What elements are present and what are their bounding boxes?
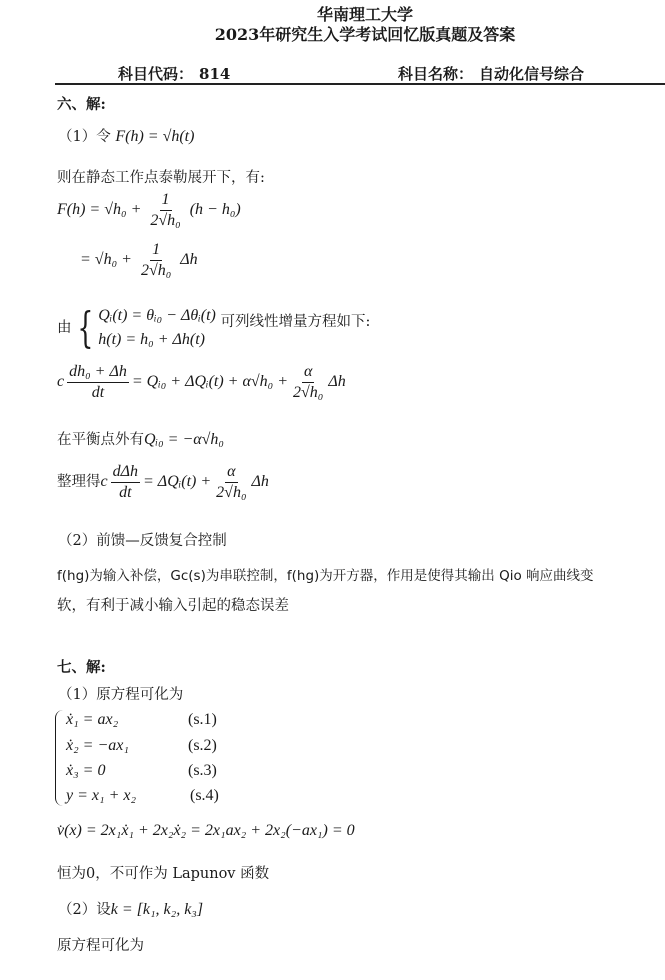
q6-heading: 六、解: bbox=[57, 96, 106, 113]
eq3-fraction2 bbox=[291, 362, 325, 403]
denominator: 2√h₀ bbox=[216, 484, 247, 501]
eq2-rhs: Δh bbox=[180, 251, 198, 269]
final-fraction bbox=[111, 462, 140, 503]
q6-final bbox=[57, 462, 269, 503]
q7-sys-tag: (s.3) bbox=[188, 762, 217, 779]
subject-name-value: 自动化信号综合 bbox=[473, 65, 596, 84]
eq1-rhs: (h − h₀) bbox=[189, 201, 241, 219]
final-rhs: Δh bbox=[251, 473, 269, 491]
denominator: 2√h₀ bbox=[140, 262, 172, 279]
left-brace-icon bbox=[55, 710, 66, 806]
q7-sys-tag: (s.4) bbox=[190, 787, 219, 804]
q6-part2-label: （2）前馈—反馈复合控制 bbox=[58, 533, 227, 549]
q7-heading: 七、解: bbox=[57, 659, 106, 676]
q6-part2-line1: f(hg)为输入补偿，Gc(s)为串联控制，f(hg)为开方器，作用是使得其输出 Qio 响应曲线变 bbox=[57, 568, 594, 584]
subject-name-label: 科目名称： bbox=[398, 65, 474, 83]
q6-eq2 bbox=[80, 240, 198, 281]
denominator: dt bbox=[119, 484, 132, 501]
q7-sys-eq: ẋ₃ = 0 bbox=[66, 762, 106, 779]
q7-vdot: v̇(x) = 2x₁ẋ₁ + 2x₂ẋ₂ = 2x₁ax₂ + 2x₂(−ax₁) = 0 bbox=[57, 822, 355, 839]
subject-code-label: 科目代码： bbox=[118, 65, 194, 83]
numerator: 1 bbox=[160, 190, 172, 211]
sys-prefix: 由 bbox=[57, 320, 72, 336]
final-fraction2 bbox=[214, 462, 248, 503]
q7-sys-eq: y = x₁ + x₂ bbox=[66, 787, 137, 804]
numerator: α bbox=[225, 462, 237, 483]
q7-sys-eq: ẋ₂ = −ax₁ bbox=[66, 737, 129, 754]
balance-text: 在平衡点外有 bbox=[57, 432, 144, 448]
q6-part2-line2: 软，有利于减小输入引起的稳态误差 bbox=[57, 598, 289, 614]
left-brace-icon: { bbox=[76, 303, 93, 352]
q7-sys-tag: (s.1) bbox=[188, 711, 217, 728]
q6-taylor-intro: 则在静态工作点泰勒展开下，有: bbox=[57, 170, 265, 186]
eq3-rhs: Δh bbox=[328, 373, 346, 391]
q7-part2-label: （2）设 bbox=[58, 902, 111, 918]
subject-code-value: 814 bbox=[193, 65, 242, 84]
sys-line: h(t) = h₀ + Δh(t) bbox=[98, 331, 205, 348]
document-title: 2023年研究生入学考试回忆版真题及答案 bbox=[214, 25, 516, 44]
denominator: 2√h₀ bbox=[293, 384, 324, 401]
numerator: dΔh bbox=[111, 462, 140, 483]
final-mid: = ΔQᵢ(t) + bbox=[143, 473, 212, 491]
eq1-lhs: F(h) = √h₀ + bbox=[57, 201, 142, 219]
q7-sys-tag: (s.2) bbox=[188, 737, 217, 754]
q7-part2-text: 原方程可化为 bbox=[57, 938, 144, 954]
q7-sys-eq: ẋ₁ = ax₂ bbox=[66, 711, 119, 728]
sys-line: Qᵢ(t) = θᵢ₀ − Δθᵢ(t) bbox=[98, 307, 216, 324]
sys-lines bbox=[98, 304, 216, 352]
q7-part2-formula: k = [k₁, k₂, k₃] bbox=[110, 901, 204, 918]
denominator: dt bbox=[91, 384, 105, 401]
numerator: dh₀ + Δh bbox=[67, 362, 129, 383]
q6-part1 bbox=[58, 125, 194, 146]
q7-part2 bbox=[58, 898, 203, 919]
eq2-lhs: = √h₀ + bbox=[80, 251, 132, 269]
eq3-fraction bbox=[67, 362, 129, 403]
balance-formula: Qᵢ₀ = −α√h₀ bbox=[144, 431, 224, 448]
q6-balance bbox=[57, 428, 224, 449]
q6-part1-formula: F(h) = √h(t) bbox=[115, 128, 195, 145]
subject-name bbox=[398, 63, 596, 84]
eq1-fraction bbox=[148, 190, 182, 231]
q7-part1-label: （1）原方程可化为 bbox=[58, 687, 184, 703]
q6-eq1 bbox=[57, 190, 241, 231]
eq2-fraction bbox=[139, 240, 173, 281]
numerator: 1 bbox=[150, 240, 162, 261]
university-title: 华南理工大学 bbox=[316, 5, 413, 24]
q6-system bbox=[57, 304, 370, 352]
eq3-c: c bbox=[57, 373, 65, 391]
subject-code bbox=[118, 63, 242, 84]
final-c: c bbox=[100, 473, 108, 491]
denominator: 2√h₀ bbox=[150, 212, 181, 229]
header-divider bbox=[55, 83, 665, 85]
q6-eq3 bbox=[57, 362, 346, 403]
numerator: α bbox=[302, 362, 314, 383]
eq3-mid: = Qᵢ₀ + ΔQᵢ(t) + α√h₀ + bbox=[131, 373, 289, 391]
sys-suffix: 可列线性增量方程如下: bbox=[220, 313, 371, 330]
q7-conclusion: 恒为0，不可作为 Lapunov 函数 bbox=[57, 866, 270, 882]
q6-part1-label: （1）令 bbox=[58, 129, 111, 145]
final-text: 整理得 bbox=[57, 474, 101, 491]
